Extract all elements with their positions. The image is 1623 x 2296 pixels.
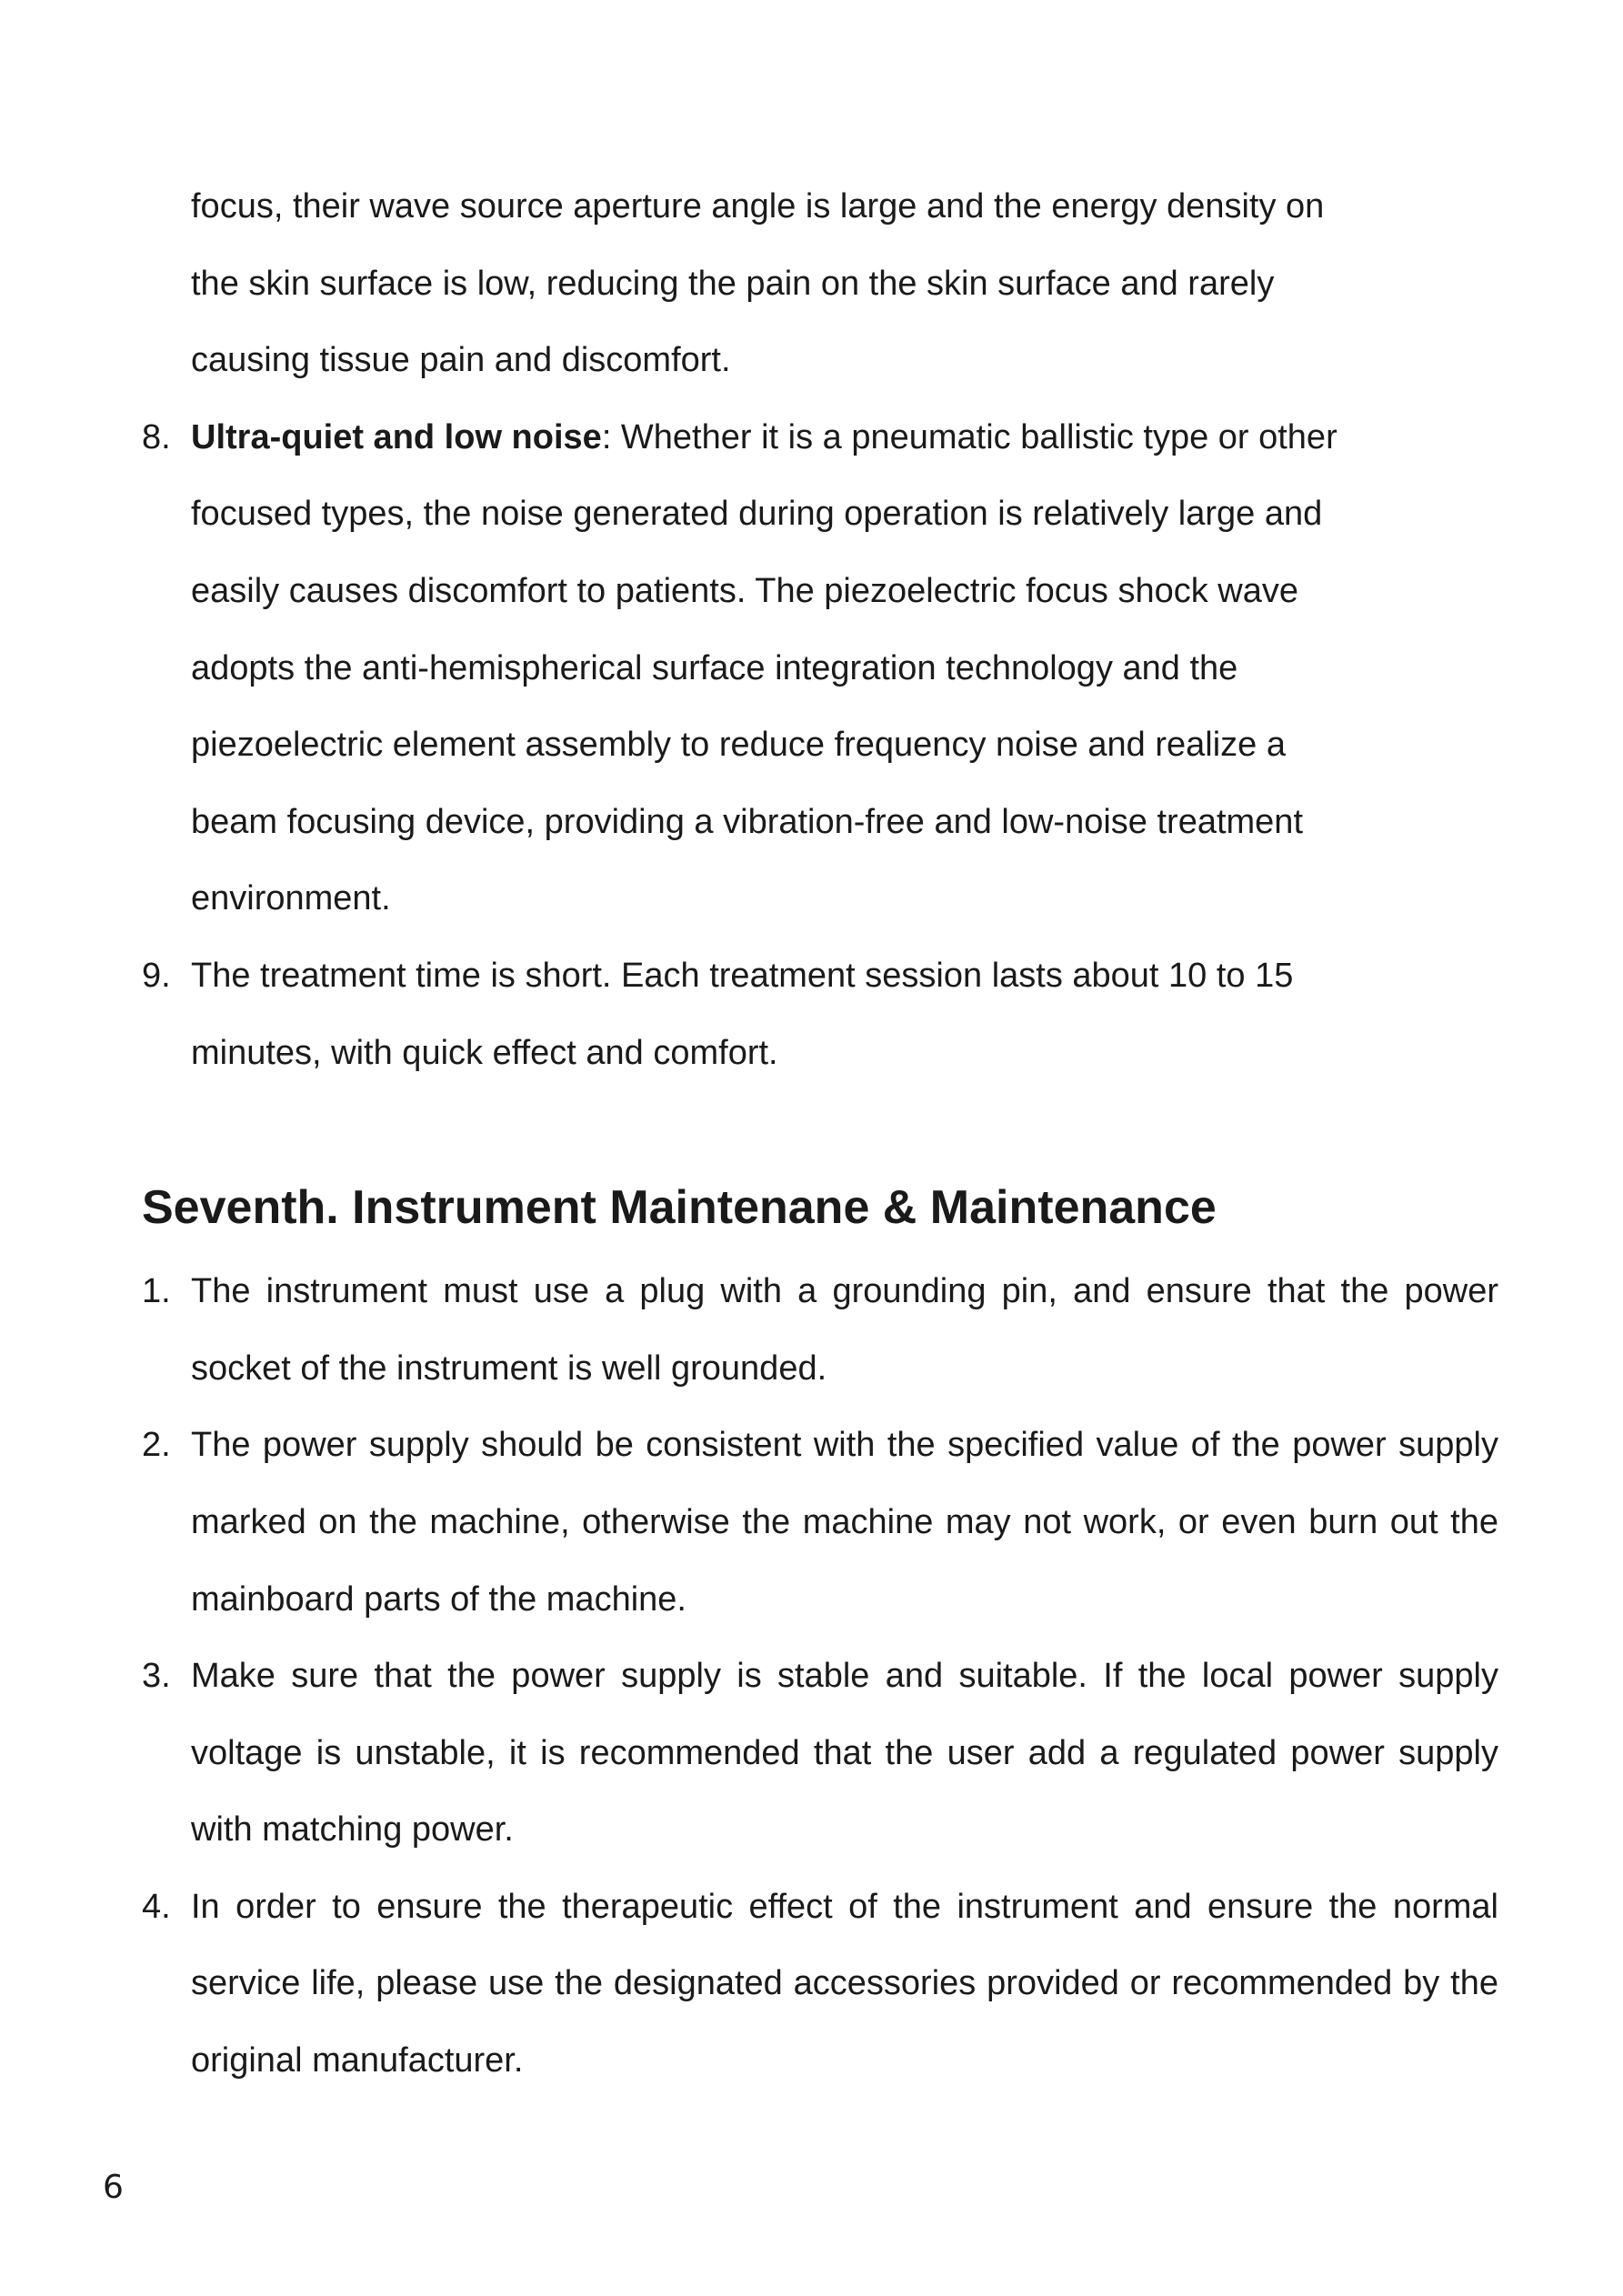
text-line [191,399,1498,476]
item-number: 8. [142,417,171,456]
text-line: The treatment time is short. Each treatment session lasts about 10 to 15 [191,956,1294,995]
feature-item-8 [142,399,1498,937]
continuation-paragraph [142,168,1498,399]
maintenance-item-2 [142,1407,1498,1638]
maintenance-item-3 [142,1638,1498,1869]
bold-lead: Ultra-quiet and low noise [191,417,602,456]
text-line: environment. [191,879,391,918]
text-line: focus, their wave source aperture angle is large and the energy density on [191,187,1325,226]
item-text: Make sure that the power supply is stable and suitable. If the local power supply voltage is unstable, it is recommended that the user add a regulated power supply with matching power. [191,1657,1498,1850]
page-number: 6 [103,2169,124,2206]
item-text: In order to ensure the therapeutic effect of the instrument and ensure the normal service life, please use the designated accessories provided or recommended by the original manufacturer. [191,1887,1498,2080]
text-line: the skin surface is low, reducing the pain on the skin surface and rarely [191,264,1275,303]
text-line: focused types, the noise generated during operation is relatively large and [191,495,1323,534]
maintenance-item-4 [142,1869,1498,2100]
item-number: 4. [142,1887,171,1926]
item-number: 2. [142,1426,171,1465]
text-fragment: : Whether it is a pneumatic ballistic type or other [601,417,1337,456]
feature-item-9 [142,937,1498,1091]
page-content [142,168,1498,2100]
text-line: easily causes discomfort to patients. The piezoelectric focus shock wave [191,571,1298,610]
item-number: 3. [142,1657,171,1696]
item-number: 9. [142,956,171,995]
text-line: causing tissue pain and discomfort. [191,341,731,380]
text-line: beam focusing device, providing a vibration-free and low-noise treatment [191,802,1303,841]
text-line: piezoelectric element assembly to reduce frequency noise and realize a [191,726,1286,765]
text-line: adopts the anti-hemispherical surface integration technology and the [191,648,1238,687]
section-heading: Seventh. Instrument Maintenane & Maintenance [142,1181,1217,1235]
text-line: minutes, with quick effect and comfort. [191,1033,778,1072]
maintenance-item-1 [142,1253,1498,1407]
item-number: 1. [142,1272,171,1311]
section-spacer [142,1091,1498,1162]
item-text: The power supply should be consistent with the specified value of the power supply marked on the machine, otherwise the machine may not work, or even burn out the mainboard parts of the machine. [191,1426,1498,1619]
item-text: The instrument must use a plug with a grounding pin, and ensure that the power socket of the instrument is well grounded. [191,1272,1498,1388]
